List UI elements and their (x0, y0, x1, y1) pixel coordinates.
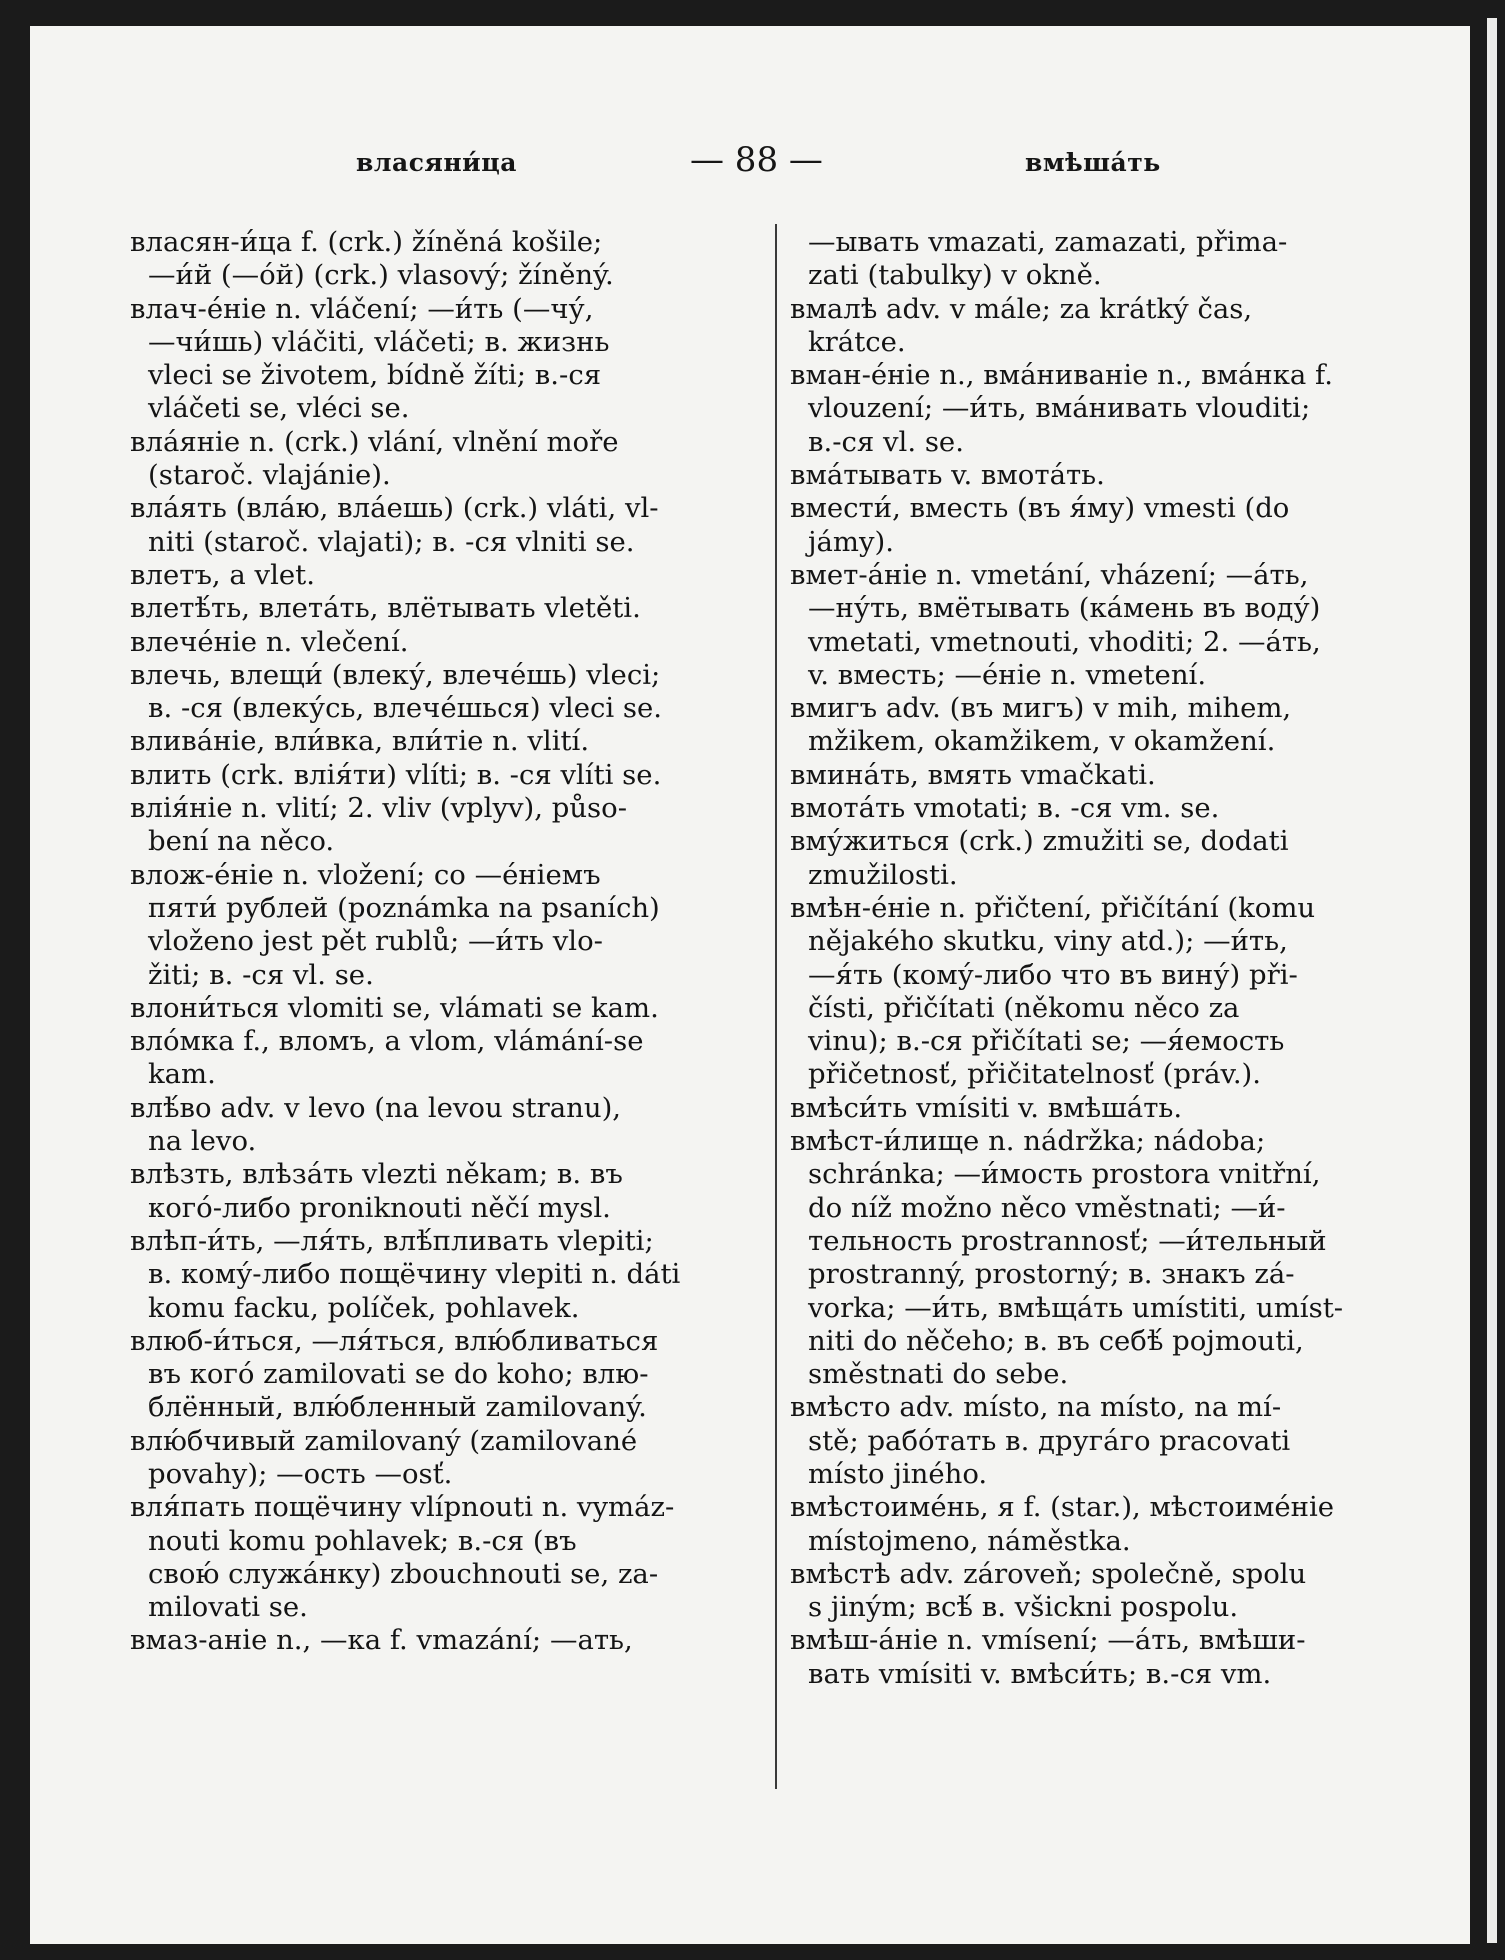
left-column (130, 226, 766, 1658)
dictionary-line: влече́ніе n. vlečení. (130, 625, 409, 658)
dictionary-line: в. -ся (влеку́сь, влече́шься) vleci se. (148, 692, 663, 725)
dictionary-line: в.-ся vl. se. (808, 425, 964, 458)
page-header (30, 140, 1470, 184)
dictionary-line: вму́житься (crk.) zmužiti se, dodati (790, 825, 1289, 858)
dictionary-line: schránka; —и́мость prostora vnitřní, (808, 1158, 1321, 1191)
dictionary-line: вмота́ть vmotati; в. -ся vm. se. (790, 792, 1220, 825)
dictionary-line: влони́ться vlomiti se, vlámati se kam. (130, 991, 659, 1024)
dictionary-line: povahy); —ость —osť. (148, 1457, 453, 1490)
dictionary-line: vleci se životem, bídně žíti; в.-ся (148, 359, 602, 392)
dictionary-line: nějakého skutku, viny atd.); —и́ть, (808, 925, 1288, 958)
dictionary-line: zati (tabulky) v okně. (808, 259, 1102, 292)
dictionary-line: тельность prostrannosť; —и́тельный (808, 1224, 1327, 1257)
dictionary-line: (staroč. vlajánie). (148, 459, 391, 492)
dictionary-line: přičetnosť, přičitatelnosť (práv.). (808, 1058, 1262, 1091)
dictionary-line: вмѣстоиме́нь, я f. (star.), мѣстоиме́ніе (790, 1491, 1335, 1524)
dictionary-line: вля́пать пощёчину vlípnouti n. vymáz- (130, 1491, 675, 1524)
dictionary-line: místo jiného. (808, 1457, 988, 1490)
dictionary-line: вла́яніе n. (crk.) vlání, vlnění moře (130, 425, 619, 458)
dictionary-line: niti do něčeho; в. въ себѣ́ pojmouti, (808, 1324, 1304, 1357)
dictionary-line: вмѣн-е́ніе n. přičtení, přičítání (komu (790, 891, 1316, 924)
dictionary-line: въ кого́ zamilovati se do koho; влю- (148, 1358, 649, 1391)
dictionary-line: влетъ, а vlet. (130, 558, 315, 591)
column-divider (775, 224, 777, 1789)
dictionary-line: влѣзть, влѣза́ть vlezti někam; в. въ (130, 1158, 623, 1191)
dictionary-line: žiti; в. -ся vl. se. (148, 958, 374, 991)
dictionary-line: směstnati do sebe. (808, 1358, 1069, 1391)
dictionary-line: вмигъ adv. (въ мигъ) v mih, mihem, (790, 692, 1292, 725)
dictionary-line: —я́ть (кому́-либо что въ вину́) při- (808, 958, 1298, 991)
dictionary-line: bení na něco. (148, 825, 335, 858)
dictionary-line: влія́ніе n. vlití; 2. vliv (vplyv), půso- (130, 792, 628, 825)
dictionary-line: vinu); в.-ся přičítati se; —я́емость (808, 1025, 1285, 1058)
dictionary-line: влечь, влещи́ (влеку́, влече́шь) vleci; (130, 658, 661, 691)
dictionary-line: свою́ служа́нку) zbouchnouti se, za- (148, 1557, 659, 1590)
dictionary-line: —и́й (—о́й) (crk.) vlasový; žíněný. (148, 259, 614, 292)
dictionary-line: влож-е́ніе n. vložení; со —е́ніемъ (130, 858, 601, 891)
dictionary-line: na levo. (148, 1125, 257, 1158)
dictionary-line: prostranný, prostorný; в. знакъ zá- (808, 1258, 1295, 1291)
dictionary-line: zmužilosti. (808, 858, 958, 891)
dictionary-line: místojmeno, náměstka. (808, 1524, 1131, 1557)
dictionary-page (30, 26, 1470, 1944)
dictionary-line: влетѣ́ть, влета́ть, влётывать vletěti. (130, 592, 641, 625)
dictionary-line: вмаз-аніе n., —ка f. vmazání; —ать, (130, 1624, 633, 1657)
dictionary-line: вмѣси́ть vmísiti v. вмѣша́ть. (790, 1091, 1183, 1124)
dictionary-line: влюб-и́ться, —ля́ться, влю́бливаться (130, 1324, 659, 1357)
dictionary-line: вмѣстѣ adv. zároveň; společně, spolu (790, 1557, 1307, 1590)
dictionary-line: вмет-а́ніе n. vmetání, vházení; —а́ть, (790, 558, 1309, 591)
dictionary-line: vlouzení; —и́ть, вма́нивать vlouditi; (808, 392, 1311, 425)
dictionary-line: kam. (148, 1058, 216, 1091)
dictionary-line: влю́бчивый zamilovaný (zamilované (130, 1424, 638, 1457)
dictionary-line: вмалѣ adv. v mále; za krátký čas, (790, 292, 1253, 325)
header-left-guideword: власяни́ца (356, 148, 517, 177)
dictionary-line: jámy). (808, 525, 895, 558)
dictionary-line: —чи́шь) vláčiti, vláčeti; в. жизнь (148, 325, 610, 358)
dictionary-line: —ывать vmazati, zamazati, přima- (808, 226, 1288, 258)
dictionary-line: vloženo jest pět rublů; —и́ть vlo- (148, 925, 603, 958)
dictionary-line: вмести́, вместь (въ я́му) vmesti (do (790, 492, 1290, 525)
dictionary-line: вмѣш-а́ніе n. vmísení; —а́ть, вмѣши- (790, 1624, 1306, 1657)
dictionary-line: влач-е́ніе n. vláčení; —и́ть (—чу́, (130, 292, 594, 325)
dictionary-line: vláčeti se, vléci se. (148, 392, 410, 425)
dictionary-line: s jiným; всѣ́ в. všickni pospolu. (808, 1591, 1239, 1624)
dictionary-line: влѣп-и́ть, —ля́ть, влѣ́пливать vlepiti; (130, 1224, 654, 1257)
dictionary-line: власян-и́ца f. (crk.) žíněná košile; (130, 226, 603, 258)
dictionary-line: блённый, влю́бленный zamilovaný. (148, 1391, 647, 1424)
dictionary-line: вла́ять (вла́ю, вла́ешь) (crk.) vláti, vl- (130, 492, 659, 525)
dictionary-line: v. вместь; —е́ніе n. vmetení. (808, 658, 1207, 691)
dictionary-line: в. кому́-либо пощёчину vlepiti n. dáti (148, 1258, 681, 1291)
dictionary-line: do níž možno něco vměstnati; —и́- (808, 1191, 1286, 1224)
dictionary-line: stě; рабо́тать в. друга́го pracovati (808, 1424, 1291, 1457)
dictionary-line: milovati se. (148, 1591, 308, 1624)
dictionary-line: влить (crk. влія́ти) vlíti; в. -ся vlíti se. (130, 758, 662, 791)
adjacent-page-edge (1487, 18, 1497, 1943)
dictionary-line: вло́мка f., вломъ, а vlom, vlámání-se (130, 1025, 644, 1058)
right-column (790, 226, 1415, 1691)
dictionary-line: čísti, přičítati (někomu něco za (808, 991, 1240, 1024)
dictionary-line: niti (staroč. vlajati); в. -ся vlniti se. (148, 525, 635, 558)
dictionary-line: вмѣсто adv. místo, na místo, na mí- (790, 1391, 1282, 1424)
dictionary-line: вма́тывать v. вмота́ть. (790, 459, 1105, 492)
dictionary-line: вмѣст-и́лище n. nádržka; nádoba; (790, 1125, 1266, 1158)
dictionary-line: vmetati, vmetnouti, vhoditi; 2. —а́ть, (808, 625, 1321, 658)
dictionary-line: mžikem, okamžikem, v okamžení. (808, 725, 1276, 758)
dictionary-line: влива́ніе, вли́вка, вли́тіе n. vlití. (130, 725, 590, 758)
dictionary-line: vorka; —и́ть, вмѣща́ть umístiti, umíst- (808, 1291, 1344, 1324)
dictionary-line: влѣ́во adv. v levo (na levou stranu), (130, 1091, 622, 1124)
dictionary-line: пяти́ рублей (poznámka na psaních) (148, 891, 660, 924)
page-number: — 88 — (690, 140, 823, 180)
dictionary-line: komu facku, políček, pohlavek. (148, 1291, 580, 1324)
dictionary-line: nouti komu pohlavek; в.-ся (въ (148, 1524, 577, 1557)
dictionary-line: krátce. (808, 325, 906, 358)
header-right-guideword: вмѣша́ть (1025, 148, 1161, 177)
dictionary-line: вать vmísiti v. вмѣси́ть; в.-ся vm. (808, 1657, 1272, 1690)
dictionary-line: кого́-либо proniknouti něčí mysl. (148, 1191, 611, 1224)
dictionary-line: —ну́ть, вмётывать (ка́мень въ воду́) (808, 592, 1321, 625)
dictionary-line: вман-е́ніе n., вма́ниваніе n., вма́нка f. (790, 359, 1333, 392)
dictionary-line: вмина́ть, вмять vmačkati. (790, 758, 1156, 791)
